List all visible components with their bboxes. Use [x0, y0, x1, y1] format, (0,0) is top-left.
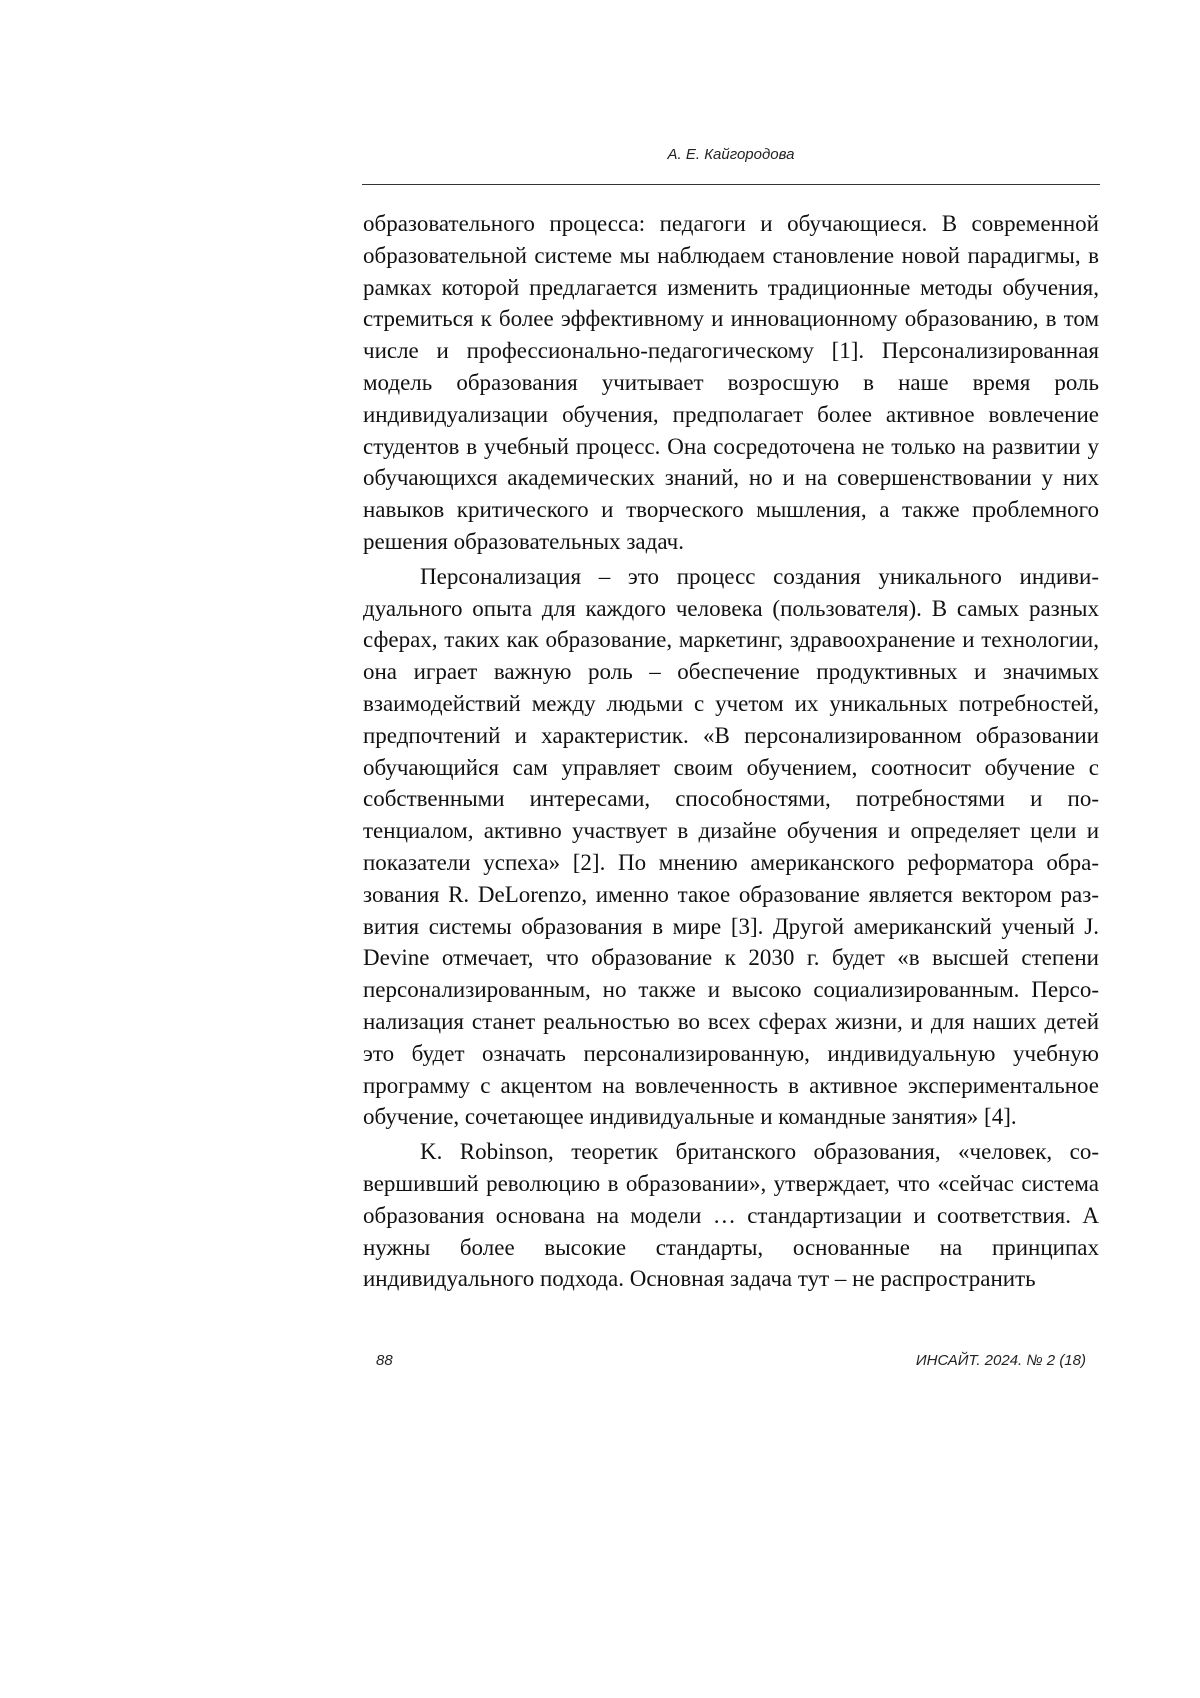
- page-number: 88: [376, 1352, 393, 1369]
- paragraph-2: Персонализация – это процесс создания уникального индивидуального опыта для каждого человека (пользователя). В самых разных сферах, таких как образование, маркетинг, здравоохранение и технологии, она играет важную роль – обеспечение продуктивных и значимых взаимодействий между людьми с учетом их уникальных потребностей, предпочтений и характеристик. «В персонализированном образовании обучающийся сам управляет своим обучением, соотносит обучение с собственными интересами, способностями, потребностями и потенциалом, активно участвует в дизайне обучения и определяет цели и показатели успеха» [2]. По мнению американского реформатора образования R. DeLorenzo, именно такое образование является вектором развития системы образования в мире [3]. Другой американский ученый J. Devine отмечает, что образование к 2030 г. будет «в высшей степени персонализированным, но также и высоко социализированным. Персонализация станет реальностью во всех сферах жизни, и для наших детей это будет означать персонализированную, индивидуальную учебную программу с акцентом на вовлеченность в активное экспериментальное обучение, сочетающее индивидуальные и командные занятия» [4].: [363, 563, 1099, 1130]
- journal-issue: ИНСАЙТ. 2024. № 2 (18): [915, 1352, 1086, 1369]
- header-divider: [362, 184, 1100, 185]
- running-head-author: А. Е. Кайгородова: [667, 146, 795, 163]
- paragraph-1: образовательного процесса: педагоги и обучающиеся. В современной образовательной системе мы наблюдаем становление новой парадигмы, в рамках которой предлагается изменить традиционные методы обучения, стремиться к более эффективному и инновационному образованию, в том числе и профессионально-педагогическому [1]. Персонализированная модель образования учитывает возросшую в наше время роль индивидуализации обучения, предполагает более активное вовлечение студентов в учебный процесс. Она сосредоточена не только на развитии у обучающихся академических знаний, но и на совершенствовании у них навыков критического и творческого мышления, а также проблемного решения образовательных задач.: [363, 211, 1099, 554]
- paragraph-3: K. Robinson, теоретик британского образования, «человек, совершивший революцию в образовании», утверждает, что «сейчас система образования основана на модели … стандартизации и соответствия. А нужны более высокие стандарты, основанные на принципах индивидуального подхода. Основная задача тут – не распространить: [363, 1139, 1099, 1292]
- article-body: [363, 208, 1099, 1298]
